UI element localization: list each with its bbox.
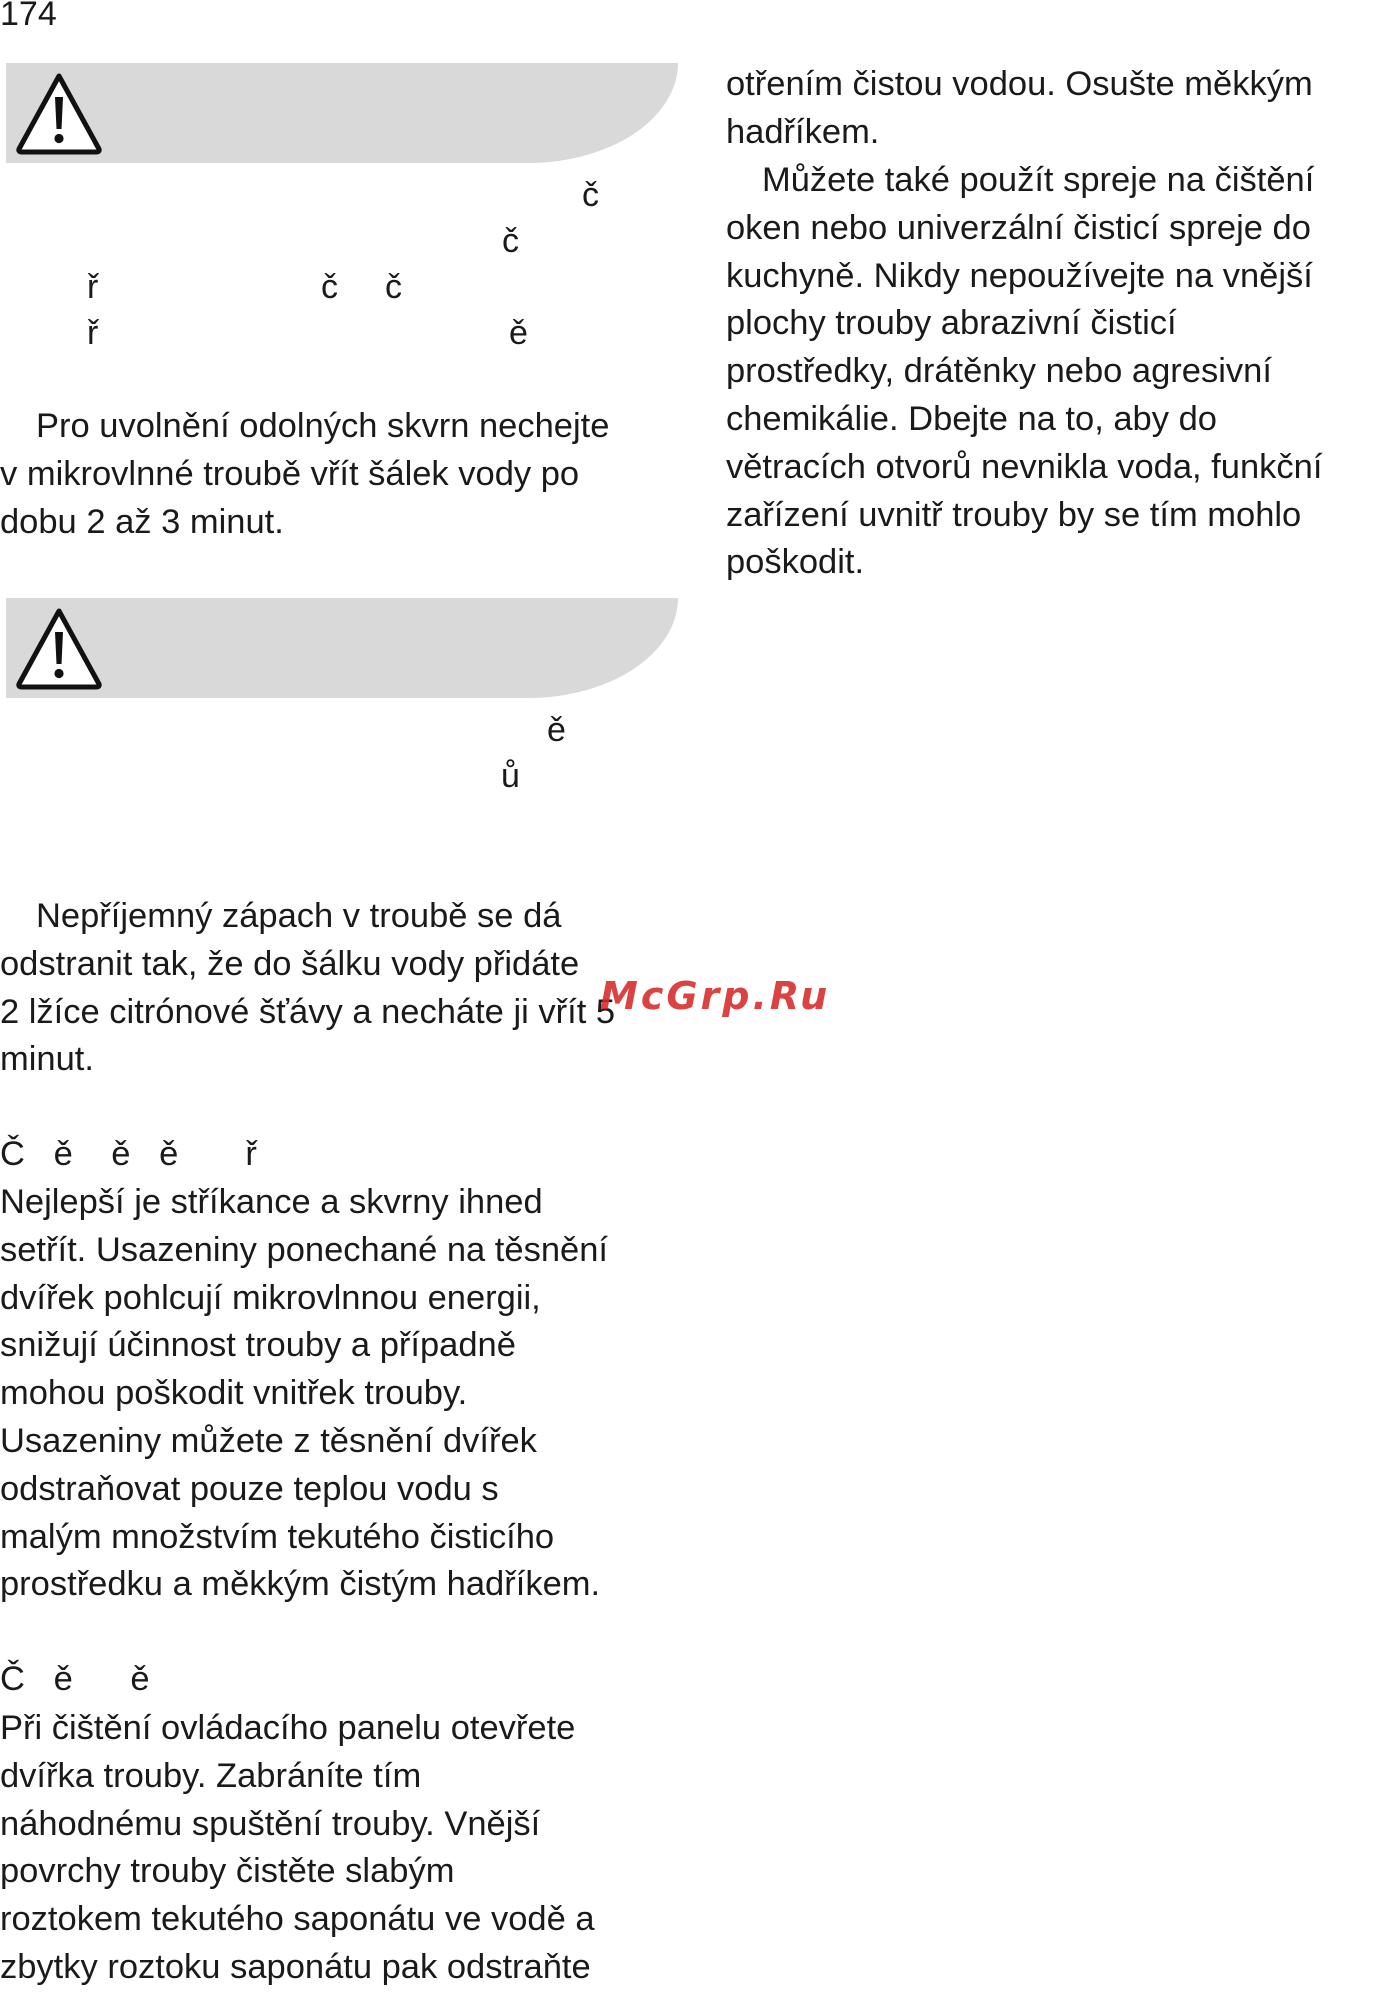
text-line: větracích otvorů nevnikla voda, funkční bbox=[726, 447, 1323, 486]
text-line: oken nebo univerzální čisticí spreje do bbox=[726, 208, 1311, 247]
garbled-char: ř bbox=[87, 314, 99, 352]
text-line: Nepříjemný zápach v troubě se dá bbox=[36, 897, 562, 935]
watermark: McGrp.Ru bbox=[600, 974, 831, 1018]
garbled-char: ř bbox=[87, 268, 99, 306]
paragraph-smell bbox=[0, 893, 615, 1084]
text-line: dvířka trouby. Zabráníte tím bbox=[0, 1756, 422, 1795]
text-line: plochy trouby abrazivní čisticí bbox=[726, 304, 1177, 343]
warning-banner-2 bbox=[6, 598, 678, 698]
garbled-char: č bbox=[385, 268, 402, 306]
text-line: dobu 2 až 3 minut. bbox=[0, 502, 284, 541]
text-line: setřít. Usazeniny ponechané na těsnění bbox=[0, 1230, 608, 1269]
text-line: prostředky, drátěnky nebo agresivní bbox=[726, 352, 1272, 391]
text-line: roztokem tekutého saponátu ve vodě a bbox=[0, 1900, 595, 1939]
warning-triangle-icon bbox=[14, 606, 104, 690]
text-line: zbytky roztoku saponátu pak odstraňte bbox=[0, 1947, 591, 1986]
garbled-char: ě bbox=[547, 711, 566, 749]
garbled-char: č bbox=[321, 268, 338, 306]
text-line: mohou poškodit vnitřek trouby. bbox=[0, 1374, 468, 1413]
text-line: snižují účinnost trouby a případně bbox=[0, 1326, 516, 1365]
text-line: otřením čistou vodou. Osušte měkkým bbox=[726, 65, 1313, 103]
page-number: 174 bbox=[0, 0, 57, 33]
text-line: kuchyně. Nikdy nepoužívejte na vnější bbox=[726, 256, 1313, 295]
text-line: Pro uvolnění odolných skvrn nechejte bbox=[36, 407, 610, 445]
heading-door-cleaning: Č ě ě ě ř bbox=[0, 1135, 257, 1173]
paragraph-stains bbox=[0, 403, 609, 546]
text-line: povrchy trouby čistěte slabým bbox=[0, 1852, 455, 1891]
text-line: Můžete také použít spreje na čištění bbox=[762, 161, 1315, 199]
garbled-char: č bbox=[582, 176, 599, 214]
heading-exterior-cleaning: Č ě ě bbox=[0, 1660, 150, 1698]
text-line: poškodit. bbox=[726, 543, 865, 582]
garbled-char: ě bbox=[509, 314, 528, 352]
text-line: odstranit tak, že do šálku vody přidáte bbox=[0, 944, 580, 983]
text-line: chemikálie. Dbejte na to, aby do bbox=[726, 399, 1217, 438]
paragraph-exterior bbox=[0, 1705, 595, 1992]
text-line: Usazeniny můžete z těsnění dvířek bbox=[0, 1421, 537, 1460]
text-line: Nejlepší je stříkance a skvrny ihned bbox=[0, 1183, 543, 1221]
warning-banner-1 bbox=[6, 63, 678, 163]
garbled-char: č bbox=[502, 222, 519, 260]
paragraph-door bbox=[0, 1179, 608, 1609]
text-line: Při čištění ovládacího panelu otevřete bbox=[0, 1709, 576, 1747]
paragraph-continued bbox=[726, 61, 1313, 157]
text-line: hadříkem. bbox=[726, 112, 880, 151]
text-line: minut. bbox=[0, 1040, 94, 1079]
text-line: náhodnému spuštění trouby. Vnější bbox=[0, 1804, 541, 1843]
text-line: dvířek pohlcují mikrovlnnou energii, bbox=[0, 1278, 541, 1317]
text-line: v mikrovlnné troubě vřít šálek vody po bbox=[0, 454, 580, 493]
text-line: odstraňovat pouze teplou vodu s bbox=[0, 1469, 499, 1508]
text-line: prostředku a měkkým čistým hadříkem. bbox=[0, 1565, 601, 1604]
garbled-char: ů bbox=[501, 757, 520, 795]
text-line: zařízení uvnitř trouby by se tím mohlo bbox=[726, 495, 1302, 534]
text-line: malým množstvím tekutého čisticího bbox=[0, 1517, 555, 1556]
text-line: 2 lžíce citrónové šťávy a necháte ji vřít 5 bbox=[0, 992, 616, 1031]
warning-triangle-icon bbox=[14, 71, 104, 155]
paragraph-sprays bbox=[726, 157, 1322, 587]
